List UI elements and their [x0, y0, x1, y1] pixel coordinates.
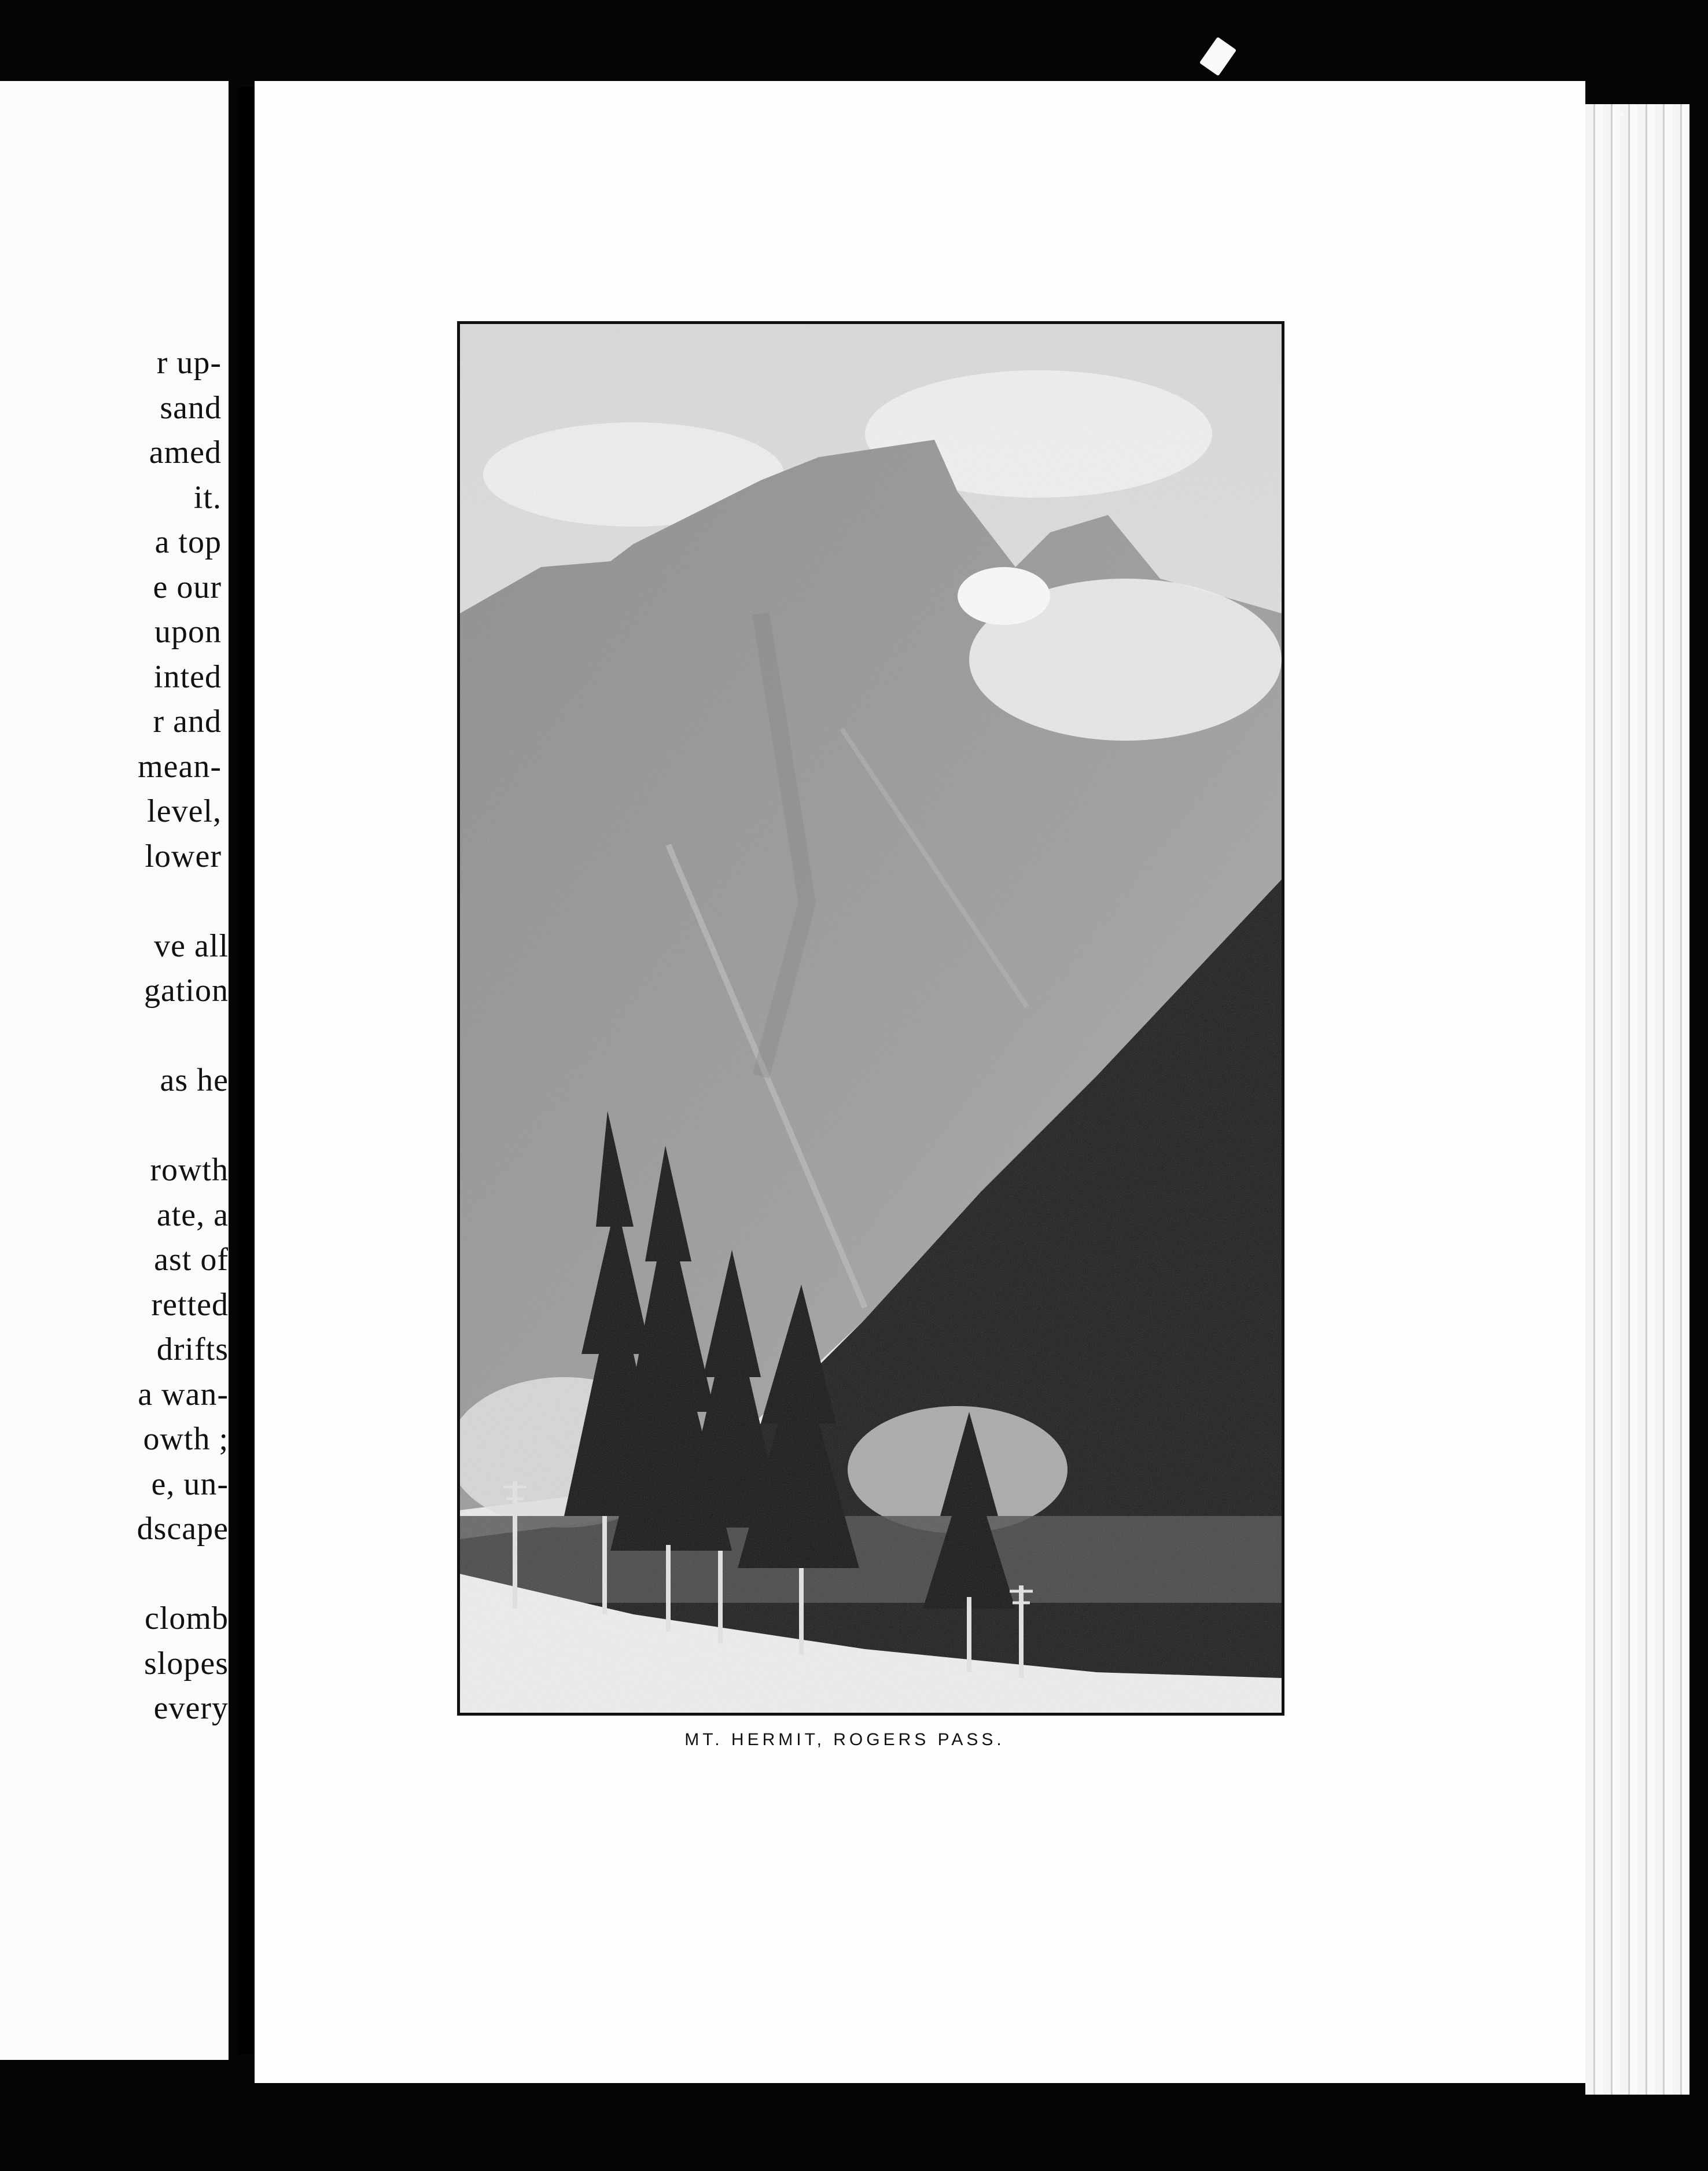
- dust-speck: [1199, 37, 1236, 76]
- left-page-line: r and: [153, 704, 222, 739]
- left-page-line: ate, a: [156, 1197, 229, 1233]
- left-page-line: amed: [149, 435, 222, 470]
- left-page-line: ve all: [154, 928, 229, 964]
- left-page-line: clomb: [145, 1600, 229, 1636]
- left-page-line: inted: [154, 658, 222, 695]
- left-page-line: mean-: [138, 748, 222, 785]
- left-page-line: owth ;: [143, 1421, 229, 1457]
- left-page-line: e our: [153, 569, 222, 605]
- left-page-line: ast of: [154, 1242, 229, 1278]
- left-page-line: a top: [154, 524, 222, 560]
- left-page-line: e, un-: [151, 1466, 229, 1502]
- plate-caption: MT. HERMIT, ROGERS PASS.: [684, 1730, 1005, 1749]
- left-page-line: every: [153, 1690, 229, 1726]
- left-page-line: dscape: [137, 1511, 229, 1547]
- dust-speck: [1620, 113, 1624, 116]
- left-page-line: r up-: [156, 345, 222, 381]
- left-page-line: sand: [160, 389, 222, 426]
- left-page-line: upon: [154, 614, 222, 650]
- left-page-line: gation: [144, 973, 229, 1009]
- left-page-line: it.: [193, 479, 222, 516]
- left-page-line: a wan-: [138, 1376, 229, 1412]
- left-page-line: retted: [151, 1286, 229, 1323]
- left-page-line: drifts: [156, 1331, 229, 1367]
- mountain-photograph: [457, 321, 1284, 1716]
- left-page-line: as he: [160, 1062, 229, 1098]
- left-page-line: level,: [147, 793, 222, 829]
- left-page-line: lower: [145, 838, 222, 874]
- left-page-line: rowth: [150, 1152, 229, 1188]
- book-spine: [238, 87, 256, 2054]
- left-page-line: slopes: [144, 1645, 229, 1681]
- left-page: [0, 81, 229, 2060]
- page-edges: [1585, 104, 1689, 2095]
